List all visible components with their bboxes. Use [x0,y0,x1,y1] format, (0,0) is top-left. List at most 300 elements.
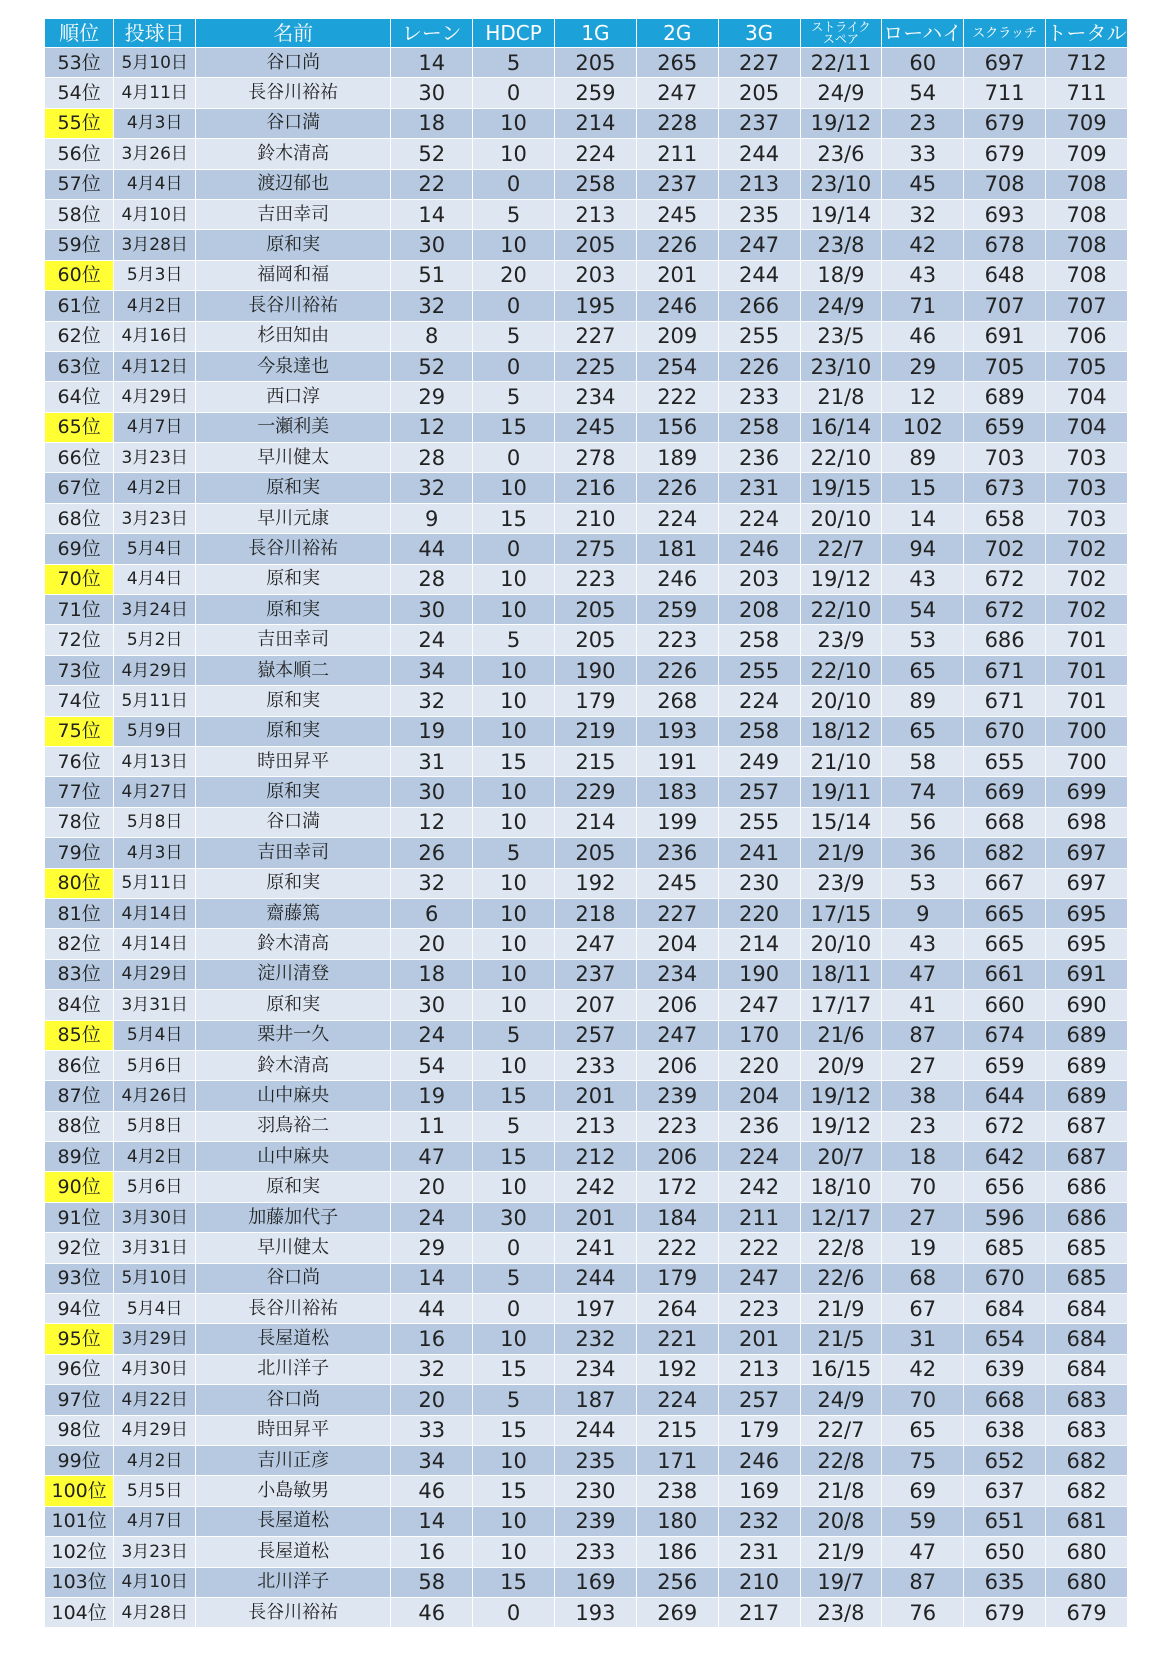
hdcp-cell: 20 [473,260,555,290]
lane-cell: 54 [391,1050,473,1080]
low-high-cell: 14 [882,503,964,533]
lane-cell: 30 [391,990,473,1020]
game3-cell: 201 [718,1324,800,1354]
scratch-cell: 703 [964,443,1046,473]
game2-cell: 269 [636,1597,718,1627]
lane-cell: 30 [391,595,473,625]
name-cell: 吉川正彦 [196,1445,391,1475]
table-row [45,1233,1128,1263]
scratch-cell: 652 [964,1445,1046,1475]
strike-spare-cell: 19/12 [800,564,882,594]
date-cell: 5月10日 [114,48,196,78]
lane-cell: 16 [391,1324,473,1354]
game3-cell: 211 [718,1202,800,1232]
scratch-cell: 684 [964,1294,1046,1324]
table-row [45,625,1128,655]
strike-spare-cell: 20/9 [800,1050,882,1080]
game3-cell: 244 [718,260,800,290]
total-cell: 708 [1046,260,1128,290]
rank-cell: 65位 [45,412,114,442]
scratch-cell: 685 [964,1233,1046,1263]
game1-cell: 169 [554,1567,636,1597]
lane-cell: 44 [391,1294,473,1324]
date-cell: 4月29日 [114,1415,196,1445]
table-row [45,1567,1128,1597]
strike-spare-cell: 21/5 [800,1324,882,1354]
game3-cell: 231 [718,1537,800,1567]
game2-cell: 226 [636,473,718,503]
table-row [45,108,1128,138]
name-cell: 北川洋子 [196,1567,391,1597]
total-cell: 702 [1046,595,1128,625]
lane-cell: 14 [391,1506,473,1536]
hdcp-cell: 5 [473,321,555,351]
total-cell: 684 [1046,1324,1128,1354]
total-cell: 697 [1046,838,1128,868]
hdcp-cell: 5 [473,1263,555,1293]
total-cell: 686 [1046,1172,1128,1202]
date-cell: 5月10日 [114,1263,196,1293]
total-cell: 700 [1046,716,1128,746]
table-row [45,1081,1128,1111]
name-cell: 北川洋子 [196,1354,391,1384]
total-cell: 699 [1046,777,1128,807]
header-lane: レーン [391,19,473,48]
hdcp-cell: 10 [473,139,555,169]
name-cell: 山中麻央 [196,1142,391,1172]
name-cell: 原和実 [196,990,391,1020]
hdcp-cell: 0 [473,351,555,381]
scratch-cell: 670 [964,716,1046,746]
total-cell: 681 [1046,1506,1128,1536]
scratch-cell: 648 [964,260,1046,290]
total-cell: 695 [1046,898,1128,928]
game1-cell: 201 [554,1081,636,1111]
total-cell: 689 [1046,1081,1128,1111]
date-cell: 4月7日 [114,412,196,442]
rank-cell: 73位 [45,655,114,685]
rank-cell: 87位 [45,1081,114,1111]
table-row [45,78,1128,108]
lane-cell: 30 [391,777,473,807]
date-cell: 3月23日 [114,443,196,473]
hdcp-cell: 10 [473,807,555,837]
table-row [45,473,1128,503]
hdcp-cell: 0 [473,1294,555,1324]
game1-cell: 258 [554,169,636,199]
game3-cell: 236 [718,443,800,473]
strike-spare-cell: 23/8 [800,230,882,260]
date-cell: 3月31日 [114,1233,196,1263]
header-row [45,19,1128,48]
rank-cell: 94位 [45,1294,114,1324]
total-cell: 689 [1046,1050,1128,1080]
game3-cell: 236 [718,1111,800,1141]
scratch-cell: 661 [964,959,1046,989]
name-cell: 齋藤篤 [196,898,391,928]
name-cell: 原和実 [196,868,391,898]
total-cell: 711 [1046,78,1128,108]
hdcp-cell: 10 [473,868,555,898]
rank-cell: 95位 [45,1324,114,1354]
low-high-cell: 70 [882,1385,964,1415]
scratch-cell: 654 [964,1324,1046,1354]
total-cell: 683 [1046,1385,1128,1415]
strike-spare-cell: 17/17 [800,990,882,1020]
game1-cell: 247 [554,929,636,959]
name-cell: 長谷川裕祐 [196,1597,391,1627]
low-high-cell: 42 [882,230,964,260]
game2-cell: 254 [636,351,718,381]
game3-cell: 204 [718,1081,800,1111]
game2-cell: 206 [636,1050,718,1080]
game2-cell: 193 [636,716,718,746]
table-row [45,959,1128,989]
game3-cell: 258 [718,716,800,746]
hdcp-cell: 10 [473,230,555,260]
name-cell: 谷口尚 [196,1263,391,1293]
name-cell: 鈴木清高 [196,139,391,169]
date-cell: 4月29日 [114,655,196,685]
total-cell: 684 [1046,1354,1128,1384]
scratch-cell: 659 [964,1050,1046,1080]
game3-cell: 190 [718,959,800,989]
lane-cell: 28 [391,443,473,473]
game2-cell: 181 [636,534,718,564]
game2-cell: 246 [636,564,718,594]
game1-cell: 213 [554,1111,636,1141]
name-cell: 時田昇平 [196,746,391,776]
date-cell: 4月2日 [114,1445,196,1475]
game2-cell: 256 [636,1567,718,1597]
name-cell: 福岡和福 [196,260,391,290]
rank-cell: 100位 [45,1476,114,1506]
table-row [45,443,1128,473]
table-row [45,351,1128,381]
total-cell: 684 [1046,1294,1128,1324]
rank-cell: 55位 [45,108,114,138]
name-cell: 原和実 [196,1172,391,1202]
hdcp-cell: 0 [473,78,555,108]
game2-cell: 206 [636,1142,718,1172]
low-high-cell: 87 [882,1567,964,1597]
lane-cell: 28 [391,564,473,594]
total-cell: 682 [1046,1476,1128,1506]
game1-cell: 205 [554,625,636,655]
low-high-cell: 54 [882,78,964,108]
hdcp-cell: 10 [473,1537,555,1567]
table-row [45,1142,1128,1172]
scratch-cell: 665 [964,929,1046,959]
game2-cell: 221 [636,1324,718,1354]
total-cell: 697 [1046,868,1128,898]
table-row [45,655,1128,685]
strike-spare-cell: 17/15 [800,898,882,928]
header-game3: 3G [718,19,800,48]
lane-cell: 31 [391,746,473,776]
low-high-cell: 12 [882,382,964,412]
game2-cell: 245 [636,868,718,898]
hdcp-cell: 5 [473,48,555,78]
lane-cell: 19 [391,1081,473,1111]
rank-cell: 56位 [45,139,114,169]
game1-cell: 275 [554,534,636,564]
game3-cell: 233 [718,382,800,412]
date-cell: 4月4日 [114,169,196,199]
hdcp-cell: 5 [473,382,555,412]
lane-cell: 20 [391,1172,473,1202]
low-high-cell: 71 [882,291,964,321]
low-high-cell: 102 [882,412,964,442]
rank-cell: 71位 [45,595,114,625]
rank-cell: 84位 [45,990,114,1020]
scratch-cell: 672 [964,595,1046,625]
table-row [45,199,1128,229]
low-high-cell: 29 [882,351,964,381]
hdcp-cell: 10 [473,1050,555,1080]
lane-cell: 12 [391,807,473,837]
game3-cell: 258 [718,625,800,655]
scratch-cell: 658 [964,503,1046,533]
low-high-cell: 53 [882,868,964,898]
game1-cell: 190 [554,655,636,685]
game1-cell: 192 [554,868,636,898]
low-high-cell: 23 [882,108,964,138]
strike-spare-cell: 22/10 [800,443,882,473]
date-cell: 4月10日 [114,1567,196,1597]
total-cell: 703 [1046,473,1128,503]
date-cell: 4月27日 [114,777,196,807]
table-row [45,746,1128,776]
scratch-cell: 707 [964,291,1046,321]
game1-cell: 205 [554,230,636,260]
lane-cell: 29 [391,382,473,412]
date-cell: 5月4日 [114,534,196,564]
name-cell: 小島敏男 [196,1476,391,1506]
scratch-cell: 697 [964,48,1046,78]
game2-cell: 223 [636,1111,718,1141]
date-cell: 4月14日 [114,929,196,959]
scratch-cell: 669 [964,777,1046,807]
low-high-cell: 76 [882,1597,964,1627]
low-high-cell: 23 [882,1111,964,1141]
game3-cell: 220 [718,1050,800,1080]
game1-cell: 234 [554,382,636,412]
hdcp-cell: 10 [473,473,555,503]
game2-cell: 183 [636,777,718,807]
strike-spare-cell: 22/8 [800,1233,882,1263]
hdcp-cell: 10 [473,1324,555,1354]
game1-cell: 224 [554,139,636,169]
scratch-cell: 689 [964,382,1046,412]
date-cell: 4月22日 [114,1385,196,1415]
lane-cell: 14 [391,1263,473,1293]
hdcp-cell: 0 [473,169,555,199]
rank-cell: 102位 [45,1537,114,1567]
ranking-body [45,48,1128,1628]
game1-cell: 257 [554,1020,636,1050]
date-cell: 4月4日 [114,564,196,594]
name-cell: 今泉達也 [196,351,391,381]
lane-cell: 26 [391,838,473,868]
low-high-cell: 56 [882,807,964,837]
game1-cell: 218 [554,898,636,928]
scratch-cell: 674 [964,1020,1046,1050]
total-cell: 683 [1046,1415,1128,1445]
name-cell: 西口淳 [196,382,391,412]
strike-spare-cell: 19/7 [800,1567,882,1597]
game1-cell: 225 [554,351,636,381]
scratch-cell: 638 [964,1415,1046,1445]
strike-spare-cell: 18/10 [800,1172,882,1202]
game2-cell: 247 [636,1020,718,1050]
low-high-cell: 46 [882,321,964,351]
rank-cell: 90位 [45,1172,114,1202]
strike-spare-cell: 22/10 [800,655,882,685]
strike-spare-cell: 19/15 [800,473,882,503]
game1-cell: 195 [554,291,636,321]
rank-cell: 82位 [45,929,114,959]
low-high-cell: 38 [882,1081,964,1111]
scratch-cell: 686 [964,625,1046,655]
total-cell: 687 [1046,1111,1128,1141]
scratch-cell: 682 [964,838,1046,868]
hdcp-cell: 0 [473,443,555,473]
total-cell: 709 [1046,108,1128,138]
rank-cell: 67位 [45,473,114,503]
low-high-cell: 47 [882,1537,964,1567]
total-cell: 708 [1046,230,1128,260]
scratch-cell: 644 [964,1081,1046,1111]
low-high-cell: 74 [882,777,964,807]
game3-cell: 266 [718,291,800,321]
name-cell: 原和実 [196,686,391,716]
game2-cell: 246 [636,291,718,321]
name-cell: 吉田幸司 [196,625,391,655]
game2-cell: 184 [636,1202,718,1232]
lane-cell: 29 [391,1233,473,1263]
table-row [45,291,1128,321]
lane-cell: 33 [391,1415,473,1445]
lane-cell: 51 [391,260,473,290]
game2-cell: 156 [636,412,718,442]
game3-cell: 257 [718,777,800,807]
game1-cell: 213 [554,199,636,229]
game1-cell: 242 [554,1172,636,1202]
scratch-cell: 679 [964,108,1046,138]
lane-cell: 32 [391,473,473,503]
lane-cell: 20 [391,929,473,959]
date-cell: 4月2日 [114,473,196,503]
hdcp-cell: 30 [473,1202,555,1232]
date-cell: 4月2日 [114,291,196,321]
low-high-cell: 43 [882,929,964,959]
table-row [45,1172,1128,1202]
name-cell: 谷口尚 [196,1385,391,1415]
game3-cell: 255 [718,807,800,837]
rank-cell: 85位 [45,1020,114,1050]
table-row [45,777,1128,807]
lane-cell: 47 [391,1142,473,1172]
total-cell: 691 [1046,959,1128,989]
date-cell: 4月14日 [114,898,196,928]
rank-cell: 81位 [45,898,114,928]
low-high-cell: 47 [882,959,964,989]
rank-cell: 86位 [45,1050,114,1080]
game2-cell: 224 [636,1385,718,1415]
name-cell: 長谷川裕祐 [196,78,391,108]
date-cell: 3月23日 [114,1537,196,1567]
strike-spare-cell: 21/9 [800,1294,882,1324]
hdcp-cell: 10 [473,1506,555,1536]
date-cell: 4月3日 [114,838,196,868]
game1-cell: 207 [554,990,636,1020]
game3-cell: 247 [718,230,800,260]
strike-spare-cell: 24/9 [800,291,882,321]
game3-cell: 220 [718,898,800,928]
header-game2: 2G [636,19,718,48]
low-high-cell: 69 [882,1476,964,1506]
hdcp-cell: 15 [473,412,555,442]
game2-cell: 228 [636,108,718,138]
table-row [45,1415,1128,1445]
game1-cell: 245 [554,412,636,442]
date-cell: 4月30日 [114,1354,196,1384]
game3-cell: 249 [718,746,800,776]
name-cell: 原和実 [196,777,391,807]
game2-cell: 191 [636,746,718,776]
header-total: トータル [1046,19,1128,48]
game2-cell: 180 [636,1506,718,1536]
table-row [45,1263,1128,1293]
low-high-cell: 32 [882,199,964,229]
total-cell: 705 [1046,351,1128,381]
name-cell: 谷口尚 [196,48,391,78]
total-cell: 698 [1046,807,1128,837]
lane-cell: 18 [391,959,473,989]
game2-cell: 226 [636,230,718,260]
hdcp-cell: 5 [473,1385,555,1415]
lane-cell: 14 [391,48,473,78]
rank-cell: 60位 [45,260,114,290]
game2-cell: 247 [636,78,718,108]
game2-cell: 265 [636,48,718,78]
table-row [45,1476,1128,1506]
scratch-cell: 679 [964,139,1046,169]
table-row [45,990,1128,1020]
scratch-cell: 668 [964,1385,1046,1415]
game3-cell: 210 [718,1567,800,1597]
game3-cell: 214 [718,929,800,959]
hdcp-cell: 5 [473,199,555,229]
table-row [45,1294,1128,1324]
strike-spare-cell: 24/9 [800,1385,882,1415]
rank-cell: 80位 [45,868,114,898]
strike-spare-cell: 18/12 [800,716,882,746]
game2-cell: 234 [636,959,718,989]
date-cell: 3月24日 [114,595,196,625]
low-high-cell: 36 [882,838,964,868]
game2-cell: 171 [636,1445,718,1475]
strike-spare-cell: 20/10 [800,686,882,716]
strike-spare-cell: 19/14 [800,199,882,229]
total-cell: 686 [1046,1202,1128,1232]
game2-cell: 186 [636,1537,718,1567]
table-row [45,534,1128,564]
lane-cell: 18 [391,108,473,138]
game1-cell: 230 [554,1476,636,1506]
name-cell: 谷口満 [196,108,391,138]
